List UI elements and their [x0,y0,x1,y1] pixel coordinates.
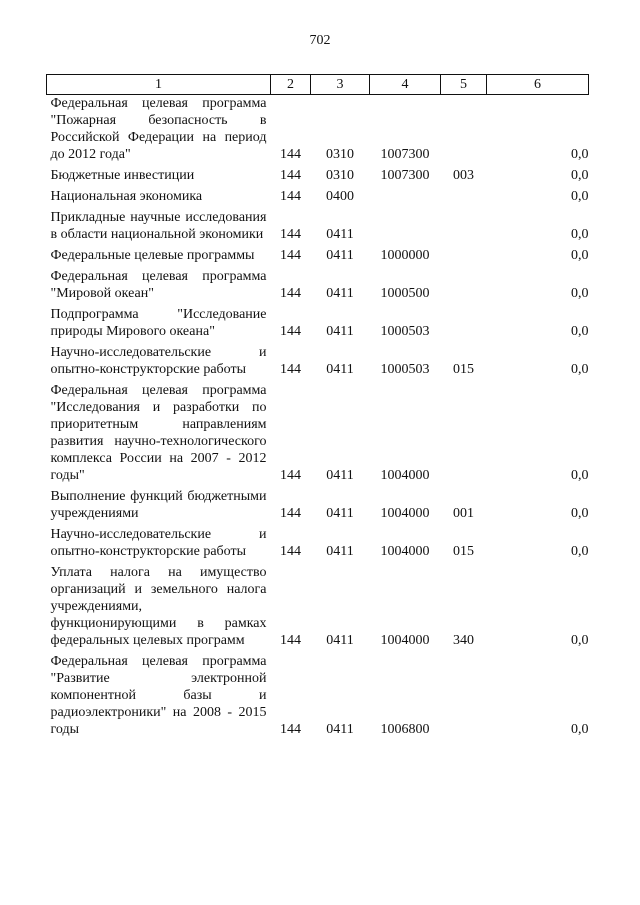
row-amount-cell: 0,0 [571,468,589,483]
column-header: 4 [370,75,441,95]
row-name-cell: Федеральная целевая программа "Мировой океан" [50,269,267,301]
table-row [47,247,589,268]
table-row [47,188,589,209]
column-header: 6 [487,75,589,95]
row-section-cell: 0411 [326,544,354,559]
row-amount-cell: 0,0 [571,286,589,301]
row-admin-code-cell: 144 [280,147,301,162]
row-section-cell: 0411 [326,722,354,737]
column-header: 2 [271,75,311,95]
row-admin-code-cell: 144 [280,506,301,521]
table-row [47,306,589,344]
row-expense-type-cell [441,95,487,168]
table-row [47,209,589,247]
row-target-article-cell: 1000503 [380,324,430,339]
budget-table [46,74,589,742]
row-admin-code-cell: 144 [280,168,301,183]
table-row [47,526,589,564]
row-amount-cell: 0,0 [571,189,589,204]
table-header-row [47,75,589,95]
row-amount-cell: 0,0 [571,147,589,162]
row-amount-cell: 0,0 [571,506,589,521]
row-expense-type-cell: 015 [453,544,474,559]
row-section-cell: 0411 [326,227,354,242]
column-header: 1 [47,75,271,95]
row-section-cell: 0411 [326,324,354,339]
column-header: 5 [441,75,487,95]
row-admin-code-cell: 144 [280,324,301,339]
row-admin-code-cell: 144 [280,468,301,483]
row-name-cell: Научно-исследовательские и опытно-конструкторские работы [50,345,267,377]
table-row [47,653,589,742]
row-section-cell: 0411 [326,506,354,521]
row-section-cell: 0411 [326,633,354,648]
row-admin-code-cell: 144 [280,722,301,737]
row-target-article-cell: 1000503 [380,362,430,377]
column-header: 3 [311,75,370,95]
table-row [47,564,589,653]
row-target-article-cell: 1004000 [380,506,430,521]
row-target-article-cell: 1007300 [380,168,430,183]
row-target-article-cell: 1004000 [380,544,430,559]
row-admin-code-cell: 144 [280,362,301,377]
row-admin-code-cell: 144 [280,286,301,301]
row-target-article-cell: 1006800 [380,722,430,737]
row-section-cell: 0411 [326,468,354,483]
row-section-cell: 0411 [326,286,354,301]
row-amount-cell: 0,0 [571,544,589,559]
row-name-cell: Федеральная целевая программа "Развитие электронной компонентной базы и радиоэлектроники" на 2008 - 2015 годы [50,654,267,737]
row-amount-cell: 0,0 [571,324,589,339]
row-name-cell: Национальная экономика [50,189,203,204]
row-expense-type-cell [441,188,487,209]
row-admin-code-cell: 144 [280,189,301,204]
table-row [47,95,589,168]
row-admin-code-cell: 144 [280,248,301,263]
row-target-article-cell [370,188,441,209]
row-amount-cell: 0,0 [571,722,589,737]
row-amount-cell: 0,0 [571,633,589,648]
row-expense-type-cell: 340 [453,633,474,648]
row-expense-type-cell: 015 [453,362,474,377]
row-expense-type-cell [441,247,487,268]
table-row [47,268,589,306]
row-expense-type-cell [441,653,487,742]
row-expense-type-cell [441,268,487,306]
row-target-article-cell: 1000000 [380,248,430,263]
row-amount-cell: 0,0 [571,227,589,242]
table-row [47,488,589,526]
table-row [47,167,589,188]
row-expense-type-cell: 003 [453,168,474,183]
row-admin-code-cell: 144 [280,227,301,242]
row-target-article-cell: 1004000 [380,633,430,648]
row-name-cell: Научно-исследовательские и опытно-конструкторские работы [50,527,267,559]
table-row [47,382,589,488]
row-name-cell: Федеральная целевая программа "Пожарная безопасность в Российской Федерации на период до 2012 года" [50,96,267,162]
row-amount-cell: 0,0 [571,362,589,377]
row-name-cell: Подпрограмма "Исследование природы Мирового океана" [50,307,267,339]
row-section-cell: 0411 [326,362,354,377]
row-name-cell: Выполнение функций бюджетными учреждениями [50,489,267,521]
row-name-cell: Бюджетные инвестиции [50,168,195,183]
table-row [47,344,589,382]
row-expense-type-cell: 001 [453,506,474,521]
row-amount-cell: 0,0 [571,248,589,263]
page-number: 702 [309,33,331,48]
row-section-cell: 0310 [326,168,354,183]
row-target-article-cell: 1000500 [380,286,430,301]
row-name-cell: Федеральные целевые программы [50,248,255,263]
row-target-article-cell: 1007300 [380,147,430,162]
row-section-cell: 0310 [326,147,354,162]
row-name-cell: Федеральная целевая программа "Исследования и разработки по приоритетным направлениям развития научно-технологического комплекса России на 2007 - 2012 годы" [50,383,267,483]
row-expense-type-cell [441,382,487,488]
row-section-cell: 0400 [326,189,354,204]
row-expense-type-cell [441,306,487,344]
row-section-cell: 0411 [326,248,354,263]
row-name-cell: Прикладные научные исследования в области национальной экономики [50,210,267,242]
row-target-article-cell: 1004000 [380,468,430,483]
row-admin-code-cell: 144 [280,633,301,648]
row-admin-code-cell: 144 [280,544,301,559]
row-target-article-cell [370,209,441,247]
row-amount-cell: 0,0 [571,168,589,183]
row-expense-type-cell [441,209,487,247]
row-name-cell: Уплата налога на имущество организаций и земельного налога учреждениями, функционирующими в рамках федеральных целевых программ [50,565,267,648]
